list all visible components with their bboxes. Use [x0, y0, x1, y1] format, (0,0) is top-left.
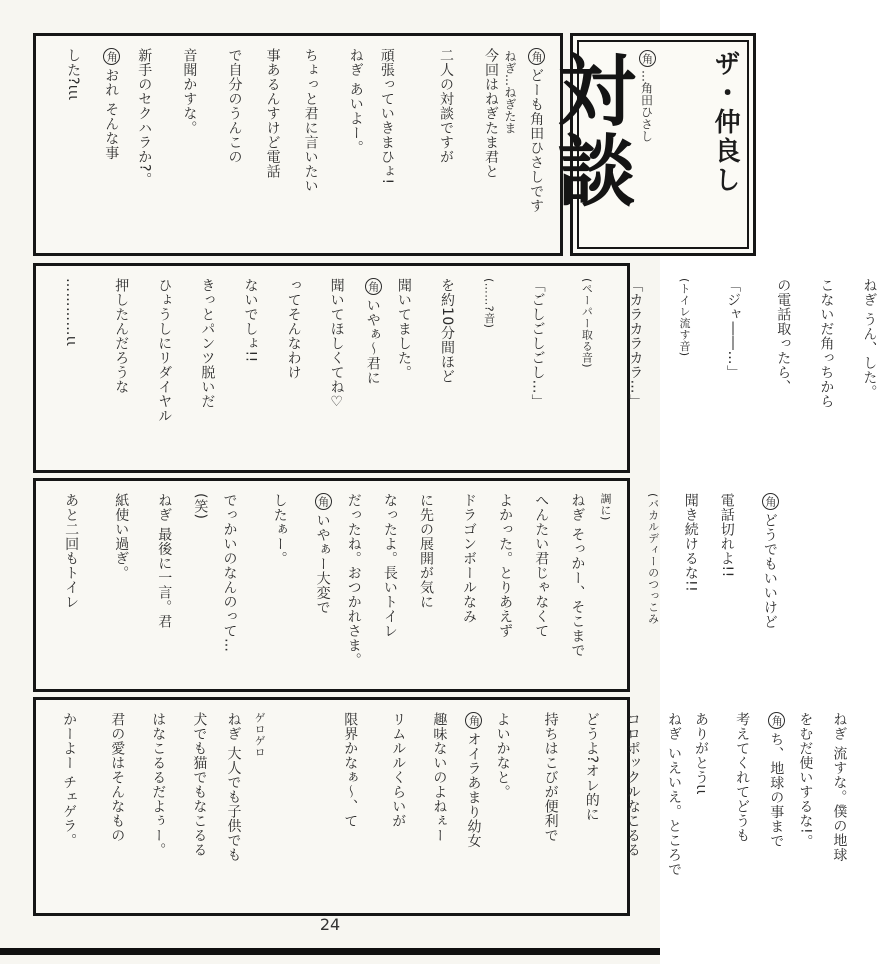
dialogue-panel-4	[33, 697, 848, 916]
text-column: よいかなと。	[494, 712, 511, 799]
text-column: ありがとうιι	[693, 712, 710, 795]
text-column: ねぎ いえいえ。ところで	[665, 712, 682, 877]
text-column: ねぎ 大人でも子供でも	[225, 712, 242, 862]
speaker-kaku-marker: 角	[639, 50, 656, 67]
dialogue-panel-1	[33, 33, 563, 256]
text-column: 考えてくれてどうも	[734, 712, 751, 843]
dialogue-panel-3	[33, 478, 778, 692]
page-title: 対談	[544, 50, 635, 210]
text-column: した?ιιι	[65, 48, 82, 101]
credit-negi: ねぎ…ねぎたま	[502, 50, 517, 134]
text-column: コロポックルなこるる	[624, 712, 641, 857]
text-column: 今回はねぎたま君と	[483, 48, 500, 179]
text-column: 聞いてました。	[395, 278, 412, 380]
text-column: 聞いてほしくてね♡	[328, 278, 345, 411]
series-label: ザ・仲良し	[710, 50, 741, 195]
text-column: ってそんなわけ	[285, 278, 302, 380]
text-column: ないでしょ!!	[242, 278, 259, 363]
text-column: きっとパンツ脱いだ	[199, 278, 216, 409]
text-column: ゲロゲロ	[253, 712, 267, 758]
speaker-kaku-marker: 角	[315, 493, 332, 510]
text-column: 押したんだろうな	[113, 278, 130, 394]
credit-kaku-text: …角田ひさし	[639, 70, 654, 142]
text-column: はなこるるだよぅー。	[150, 712, 167, 857]
text-column: 犬でも猫でもなこるる	[191, 712, 208, 857]
text-column: あと二回もトイレ	[63, 493, 80, 609]
text-column: に先の展開が気に	[417, 493, 434, 609]
text-column: 聞き続けるな!!	[682, 493, 699, 593]
text-column: 趣味ないのよねぇー	[431, 712, 448, 843]
text-column: ちょっと君に言いたい	[302, 48, 319, 193]
text-column: …………ιι	[63, 278, 80, 347]
text-column: 角どうでもいいけど	[762, 493, 780, 677]
text-column: ねぎ 最後に一言。君	[156, 493, 173, 629]
text-column: 音聞かすな。	[181, 48, 198, 135]
speaker-kaku-marker: 角	[465, 712, 482, 729]
text-column: の電話取ったら、	[775, 278, 792, 394]
scan-edge-bar	[0, 948, 660, 955]
text-column: こないだ角っちから	[818, 278, 835, 409]
top-row	[33, 33, 741, 256]
text-column: 事あるんすけど電話	[264, 48, 281, 179]
panel-4-text	[36, 700, 861, 913]
text-column: 「ジャ――…」	[725, 278, 742, 380]
text-column: 「ごしごしごし…」	[529, 278, 546, 409]
panel-2-text	[36, 266, 891, 470]
page-number: 24	[319, 915, 341, 934]
text-column: 新手のセクハラか?。	[136, 48, 153, 187]
speaker-kaku-marker: 角	[768, 712, 785, 729]
text-column: 二人の対談ですが	[437, 48, 454, 164]
text-column: (……?音)	[482, 278, 496, 329]
text-column: 角いやぁー大変で	[315, 493, 333, 677]
text-column: (笑)	[192, 493, 209, 520]
text-column: 角ち、地球の事まで	[768, 712, 786, 901]
panel-3-text	[36, 481, 794, 689]
text-column: だったね。おつかれさま。	[345, 493, 362, 667]
text-column: 電話切れよ!!	[718, 493, 735, 578]
text-column: したぁー。	[271, 493, 288, 566]
text-column: どうよ?オレ的に	[583, 712, 600, 822]
text-column: ねぎ うん、した。	[861, 278, 878, 399]
text-column: (トイレ流す音)	[678, 278, 692, 357]
text-column: 角オイラあまり幼女	[465, 712, 483, 901]
credit-kaku	[639, 50, 711, 239]
text-column: 頑張っていきまひょ!	[378, 48, 395, 185]
speaker-kaku-marker: 角	[103, 48, 120, 65]
text-column: ドラゴンボールなみ	[461, 493, 478, 624]
text-column: をむだ使いするな!。	[797, 712, 814, 849]
text-column: 調に)	[598, 493, 612, 521]
text-column: 角おれ そんな事	[103, 48, 121, 241]
text-column: ひょうしにリダイヤル	[156, 278, 173, 423]
text-column: よかった。とりあえず	[497, 493, 514, 638]
text-column: 「カラカラカラ…」	[627, 278, 644, 409]
text-column: へんたい君じゃなくて	[533, 493, 550, 638]
text-column: ねぎ そっかー、そこまで	[569, 493, 586, 658]
speaker-kaku-marker: 角	[365, 278, 382, 295]
panel-1-text	[36, 36, 560, 253]
text-column: リムルルくらいが	[390, 712, 407, 828]
speaker-kaku-marker: 角	[762, 493, 779, 510]
text-column: (ペーパー取る音)	[580, 278, 594, 369]
text-column: 角いやぁ〜君に	[365, 278, 383, 458]
text-column: ねぎ 流すな。僕の地球	[831, 712, 848, 862]
text-column: で自分のうんこの	[226, 48, 243, 164]
text-column: 君の愛はそんなもの	[109, 712, 126, 843]
text-column: を約10分間ほど	[438, 278, 455, 384]
text-column: ねぎ あいよー。	[347, 48, 364, 155]
text-column: 角どーも角田ひさしです	[528, 48, 546, 241]
dialogue-panel-2	[33, 263, 878, 473]
text-column: (バカルディーのつっこみ	[646, 493, 660, 625]
text-column: でっかいのなんのって…	[221, 493, 238, 653]
text-column: 持ちはこびが便利で	[542, 712, 559, 843]
text-column: 限界かなぁ〜、て	[342, 712, 359, 828]
speaker-kaku-marker: 角	[528, 48, 545, 65]
text-column: 紙使い過ぎ。	[113, 493, 130, 580]
text-column: かーよー チェゲラ。	[61, 712, 78, 848]
text-column: なったよ。長いトイレ	[381, 493, 398, 638]
